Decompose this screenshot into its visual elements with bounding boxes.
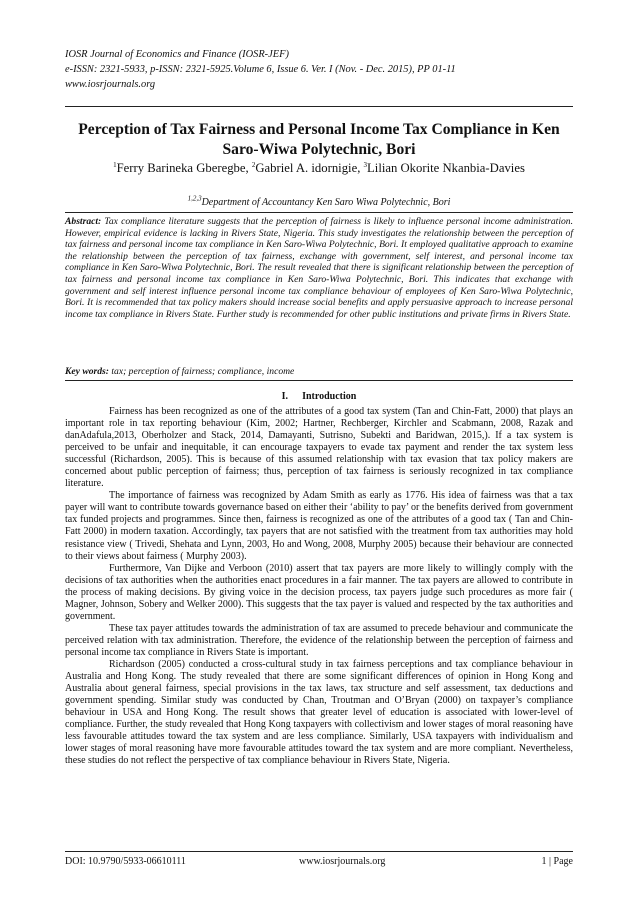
footer-page-number: 1 | Page — [541, 856, 573, 867]
abstract-label: Abstract: — [65, 216, 102, 227]
abstract-text: Tax compliance literature suggests that the perception of fairness is likely to influence personal income administration. However, empirical evidence is lacking in Rivers State, Nigeria. This study investigates the relationship between the perception of tax fairness and personal income tax compliance in Ken Saro-Wiwa Polytechnic, Bori. It employed qualitative approach to examine the relationship between the perception of tax fairness, exchange with government, self interest, and personal income tax compliance in Ken Saro-Wiwa Polytechnic, Bori. The result revealed that there is significant relationship between the perception of tax fairness and personal income tax compliance in Ken Saro-Wiwa Polytechnic, Bori. This indicates that exchange with government and self interest influence personal income tax compliance behaviour of employees of Ken Saro-Wiwa Polytechnic, Bori. It is recommended that tax policy makers should increase social benefits and apply persuasive approach to increase personal income tax compliance in Rivers State. Further study is recommended for other public institutions and private firms in Rivers State. — [65, 216, 573, 320]
journal-header — [65, 47, 575, 92]
author-3-sup: 3 — [363, 160, 368, 169]
author-2-name: Gabriel A. idornigie, — [255, 161, 364, 175]
paragraph-2: The importance of fairness was recognized by Adam Smith as early as 1776. His idea of fairness was that a tax payer will want to contribute towards governance based on either their ‘ability to pay’ or the benefits derived from government tax funded projects and programmes. Since then, fairness is recognized as one of the attributes of a good tax ( Tan and Chin-Fatt 2000) in modern taxation. Accordingly, tax payers that are not satisfied with the treatment from tax authorities may hold resistance view ( Trivedi, Shehata and Lynn, 2003, Ho and Wong, 2008, Murphy 2005) because their behaviour are connected to their views about fairness ( Murphy 2003). — [65, 490, 573, 562]
keywords-label: Key words: — [65, 366, 109, 377]
author-1-name: Ferry Barineka Gberegbe, — [116, 161, 252, 175]
author-2-sup: 2 — [251, 160, 256, 169]
header-divider — [65, 106, 573, 107]
paragraph-4: These tax payer attitudes towards the administration of tax are assumed to precede behaviour and communicate the perceived relation with tax administration. Therefore, the evidence of the relationship between the perception of fairness and personal income tax compliance in Rivers State is important. — [65, 622, 573, 658]
author-list — [95, 160, 543, 177]
section-number: I. — [281, 391, 289, 402]
paragraph-5: Richardson (2005) conducted a cross-cultural study in tax fairness perceptions and tax compliance behaviour in Australia and Hong Kong. The study revealed that there are some significant differences of opinion in Hong Kong and Australia about general fairness, special provisions in the tax laws, tax structure and self assessment, tax deductions and government spending. Similar study was conducted by Chan, Troutman and O’Bryan (2000) on taxpayer’s compliance behaviour in USA and Hong Kong. The result shows that greater level of education is associated with lower-level of compliance. Further, the study revealed that Hong Kong taxpayers with collectivism and lower stages of moral reasoning have less favourable attitudes toward the tax system and are less compliance. Similarly, USA taxpayers with individualism and lower stages of moral reasoning have more favourable attitudes toward the tax system and are more compliant. Nevertheless, these studies do not reflect the perspective of tax compliance behaviour in Rivers State, Nigeria. — [65, 658, 573, 767]
keywords-text: tax; perception of fairness; compliance, income — [108, 366, 295, 377]
body-text — [65, 406, 573, 767]
affiliation-sup: 1,2,3 — [187, 194, 202, 203]
keywords — [65, 366, 573, 378]
journal-name: IOSR Journal of Economics and Finance (IOSR-JEF) — [65, 49, 289, 60]
footer-doi: DOI: 10.9790/5933-06610111 — [65, 856, 186, 867]
abstract-divider — [65, 212, 573, 213]
author-3-name: Lilian Okorite Nkanbia-Davies — [367, 161, 525, 175]
section-title: Introduction — [302, 391, 357, 402]
section-heading — [65, 391, 573, 403]
journal-website[interactable]: www.iosrjournals.org — [65, 79, 156, 90]
author-1-sup: 1 — [113, 160, 117, 169]
footer-divider — [65, 851, 573, 852]
paragraph-1: Fairness has been recognized as one of the attributes of a good tax system (Tan and Chin-Fatt, 2000) that plays an important role in tax reporting behaviour (Kim, 2002; Hartner, Rechberger, Kirchler and Scabmann, 2008, Razak and danAdafula,2013, Oberholzer and Stack, 2014, Damayanti, Sutrisno, Subekti and Baridwan, 2015,). If a tax system is perceived to be unfair and inequitable, it can encourage taxpayers to evade tax payment and render the tax system less successful (Richardson, 2005). This is because of this assumed relationship with tax evasion that tax policy makers are concerned about public perception of fairness; thus, perception of tax fairness is seriously recognized in tax compliance literature. — [65, 406, 573, 490]
paragraph-3: Furthermore, Van Dijke and Verboon (2010) assert that tax payers are more likely to willingly comply with the decisions of tax authorities when the authorities enact procedures in a fair manner. The tax payers are allowed to contribute in the process of making decisions. By giving voice in the decision process, tax payers judge such procedures as more fair ( Magner, Johnson, Sobery and Welker 2000). This suggests that the tax payer is valued and respected by the tax authorities and government. — [65, 562, 573, 622]
paper-title: Perception of Tax Fairness and Personal Income Tax Compliance in Ken Saro-Wiwa Polytechnic, Bori — [78, 121, 560, 158]
abstract — [65, 216, 573, 320]
footer-website[interactable]: www.iosrjournals.org — [299, 856, 386, 867]
affiliation — [65, 194, 573, 209]
keywords-divider — [65, 380, 573, 381]
journal-issn: e-ISSN: 2321-5933, p-ISSN: 2321-5925.Volume 6, Issue 6. Ver. I (Nov. - Dec. 2015), PP 01-11 — [65, 64, 456, 75]
affiliation-text: Department of Accountancy Ken Saro Wiwa Polytechnic, Bori — [201, 197, 451, 208]
